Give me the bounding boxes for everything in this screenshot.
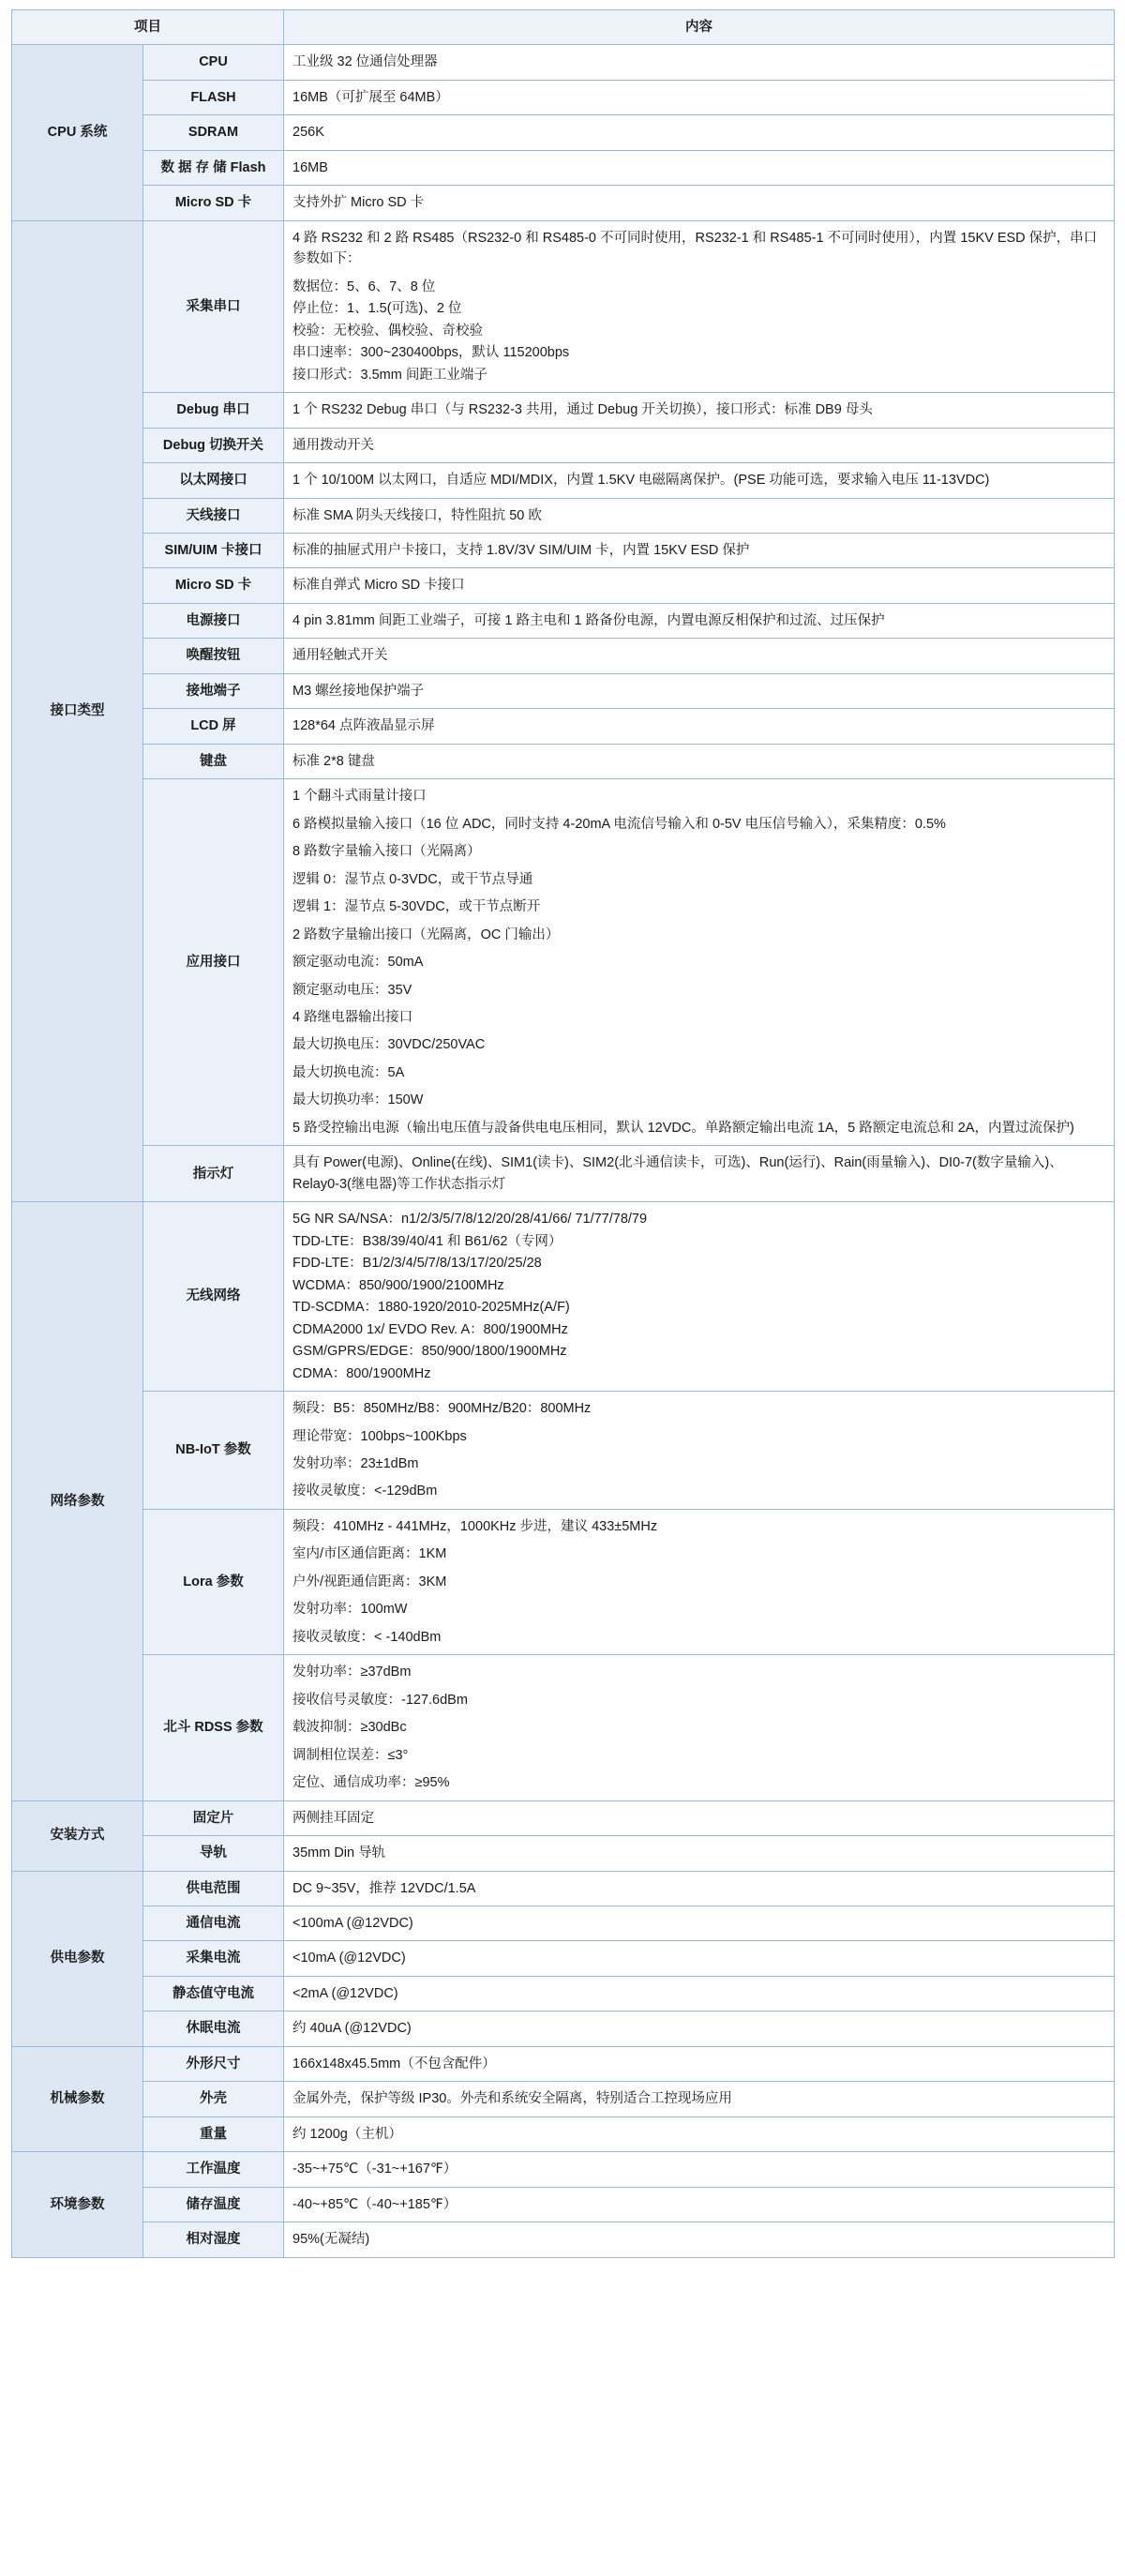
table-row [12, 533, 1115, 567]
table-row [12, 1392, 1115, 1510]
value-line: 发射功率：≥37dBm [292, 1665, 412, 1680]
table-row [12, 393, 1115, 428]
subitem-cell: 供电范围 [143, 1871, 284, 1906]
value-line: 128*64 点阵液晶显示屏 [292, 718, 435, 734]
value-line: GSM/GPRS/EDGE：850/900/1800/1900MHz [292, 1344, 567, 1360]
subitem-cell: 休眠电流 [143, 2011, 284, 2046]
value-line: TDD-LTE：B38/39/40/41 和 B61/62（专网） [292, 1233, 562, 1249]
value-cell [284, 1655, 1115, 1800]
value-cell [284, 45, 1115, 80]
subitem-cell: 采集电流 [143, 1941, 284, 1976]
value-line: 发射功率：100mW [292, 1602, 408, 1618]
subitem-cell: 接地端子 [143, 673, 284, 708]
table-row [12, 2222, 1115, 2257]
value-line: 串口速率：300~230400bps，默认 115200bps [292, 345, 570, 361]
value-line: 频段：B5：850MHz/B8：900MHz/B20：800MHz [292, 1401, 592, 1417]
table-row [12, 1836, 1115, 1871]
value-line: 校验：无校验、偶校验、奇校验 [292, 323, 483, 339]
subitem-cell: Micro SD 卡 [143, 568, 284, 603]
value-cell [284, 80, 1115, 114]
table-row [12, 639, 1115, 673]
table-row [12, 186, 1115, 220]
value-cell [284, 1202, 1115, 1392]
value-cell [284, 428, 1115, 462]
value-cell [284, 2117, 1115, 2151]
value-line: 35mm Din 导轨 [292, 1845, 386, 1861]
value-line: WCDMA：850/900/1900/2100MHz [292, 1277, 504, 1293]
subitem-cell: Debug 串口 [143, 393, 284, 428]
subitem-cell: Lora 参数 [143, 1509, 284, 1654]
subitem-cell: 天线接口 [143, 498, 284, 533]
value-line: <100mA (@12VDC) [292, 1916, 413, 1931]
table-row [12, 1976, 1115, 2011]
table-head [12, 10, 1115, 45]
value-cell [284, 2152, 1115, 2187]
value-line: 额定驱动电流：50mA [292, 955, 424, 971]
subitem-cell: 外形尺寸 [143, 2046, 284, 2081]
subitem-cell: Micro SD 卡 [143, 186, 284, 220]
value-line: 标准的抽屉式用户卡接口，支持 1.8V/3V SIM/UIM 卡，内置 15KV ESD 保护 [292, 542, 750, 558]
subitem-cell: 电源接口 [143, 603, 284, 638]
value-cell [284, 533, 1115, 567]
table-row [12, 463, 1115, 498]
subitem-cell: 外壳 [143, 2082, 284, 2117]
subitem-cell: 导轨 [143, 1836, 284, 1871]
value-cell [284, 220, 1115, 392]
value-line: FDD-LTE：B1/2/3/4/5/7/8/13/17/20/25/28 [292, 1256, 542, 1272]
table-header-row [12, 10, 1115, 45]
value-line: CDMA2000 1x/ EVDO Rev. A：800/1900MHz [292, 1321, 568, 1337]
category-cell: 供电参数 [12, 1871, 143, 2046]
value-cell [284, 186, 1115, 220]
value-line: 166x148x45.5mm（不包含配件） [292, 2056, 496, 2071]
table-row [12, 2011, 1115, 2046]
subitem-cell: 应用接口 [143, 779, 284, 1146]
value-cell [284, 709, 1115, 744]
value-cell [284, 1906, 1115, 1941]
table-row [12, 1941, 1115, 1976]
table-row [12, 1871, 1115, 1906]
subitem-cell: Debug 切换开关 [143, 428, 284, 462]
table-row [12, 2082, 1115, 2117]
value-line: 6 路模拟量输入接口（16 位 ADC，同时支持 4-20mA 电流信号输入和 0-5V 电压信号输入），采集精度：0.5% [292, 816, 946, 832]
value-line: 接收灵敏度：< -140dBm [292, 1629, 442, 1645]
value-cell [284, 1509, 1115, 1654]
value-cell [284, 779, 1115, 1146]
value-line: 标准自弹式 Micro SD 卡接口 [292, 578, 465, 594]
value-line: 逻辑 0：湿节点 0-3VDC，或干节点导通 [292, 871, 533, 887]
subitem-cell: SDRAM [143, 115, 284, 150]
value-line: -40~+85℃（-40~+185℉） [292, 2196, 458, 2212]
subitem-cell: 指示灯 [143, 1146, 284, 1202]
table-row [12, 779, 1115, 1146]
value-line: 定位、通信成功率：≥95% [292, 1775, 450, 1791]
value-line: 支持外扩 Micro SD 卡 [292, 195, 425, 211]
subitem-cell: 采集串口 [143, 220, 284, 392]
value-line: 8 路数字量输入接口（光隔离） [292, 844, 481, 860]
subitem-cell: 储存温度 [143, 2187, 284, 2222]
subitem-cell: 以太网接口 [143, 463, 284, 498]
table-row [12, 1906, 1115, 1941]
table-row [12, 498, 1115, 533]
table-row [12, 2187, 1115, 2222]
value-cell [284, 1871, 1115, 1906]
value-line: M3 螺丝接地保护端子 [292, 683, 425, 699]
subitem-cell: NB-IoT 参数 [143, 1392, 284, 1510]
value-line: 数据位：5、6、7、8 位 [292, 279, 436, 294]
value-line: 两侧挂耳固定 [292, 1810, 374, 1826]
subitem-cell: 无线网络 [143, 1202, 284, 1392]
subitem-cell: 唤醒按钮 [143, 639, 284, 673]
value-line: 最大切换电压：30VDC/250VAC [292, 1037, 486, 1053]
value-line: 95%(无凝结) [292, 2232, 370, 2248]
category-cell: 网络参数 [12, 1202, 143, 1800]
value-line: 4 pin 3.81mm 间距工业端子，可接 1 路主电和 1 路备份电源，内置电源反相保护和过流、过压保护 [292, 612, 885, 628]
value-line: 最大切换功率：150W [292, 1092, 424, 1108]
value-line: 最大切换电流：5A [292, 1064, 405, 1080]
value-cell [284, 150, 1115, 185]
subitem-cell: CPU [143, 45, 284, 80]
value-cell [284, 115, 1115, 150]
value-line: 通用轻触式开关 [292, 648, 388, 664]
value-line: 金属外壳，保护等级 IP30。外壳和系统安全隔离，特别适合工控现场应用 [292, 2091, 732, 2107]
subitem-cell: 工作温度 [143, 2152, 284, 2187]
value-line: 载波抑制：≥30dBc [292, 1720, 407, 1736]
subitem-cell: 固定片 [143, 1800, 284, 1835]
value-line: 具有 Power(电源)、Online(在线)、SIM1(读卡)、SIM2(北斗通信读卡，可选)、Run(运行)、Rain(雨量输入)、DI0-7(数字量输入)、Relay0-3(继电器)等工作状态指示灯 [292, 1155, 1063, 1192]
value-line: 工业级 32 位通信处理器 [292, 54, 438, 70]
value-line: 2 路数字量输出接口（光隔离，OC 门输出） [292, 926, 560, 942]
value-cell [284, 2082, 1115, 2117]
table-row [12, 220, 1115, 392]
subitem-cell: 相对湿度 [143, 2222, 284, 2257]
value-line: 16MB（可扩展至 64MB） [292, 89, 449, 105]
subitem-cell: 重量 [143, 2117, 284, 2151]
value-line: 通用拨动开关 [292, 437, 374, 453]
value-line: 1 个 RS232 Debug 串口（与 RS232-3 共用，通过 Debug 开关切换），接口形式：标准 DB9 母头 [292, 402, 873, 418]
value-cell [284, 744, 1115, 778]
value-line: 5G NR SA/NSA：n1/2/3/5/7/8/12/20/28/41/66/ 71/77/78/79 [292, 1212, 648, 1228]
subitem-cell: 通信电流 [143, 1906, 284, 1941]
value-cell [284, 1836, 1115, 1871]
value-cell [284, 568, 1115, 603]
category-cell: 接口类型 [12, 220, 143, 1201]
value-line: 1 个翻斗式雨量计接口 [292, 789, 427, 805]
value-line: 停止位：1、1.5(可选)、2 位 [292, 301, 462, 317]
category-cell: 机械参数 [12, 2046, 143, 2151]
value-line: 接收灵敏度：<-129dBm [292, 1484, 438, 1499]
subitem-cell: 静态值守电流 [143, 1976, 284, 2011]
table-row [12, 80, 1115, 114]
value-line: 室内/市区通信距离：1KM [292, 1546, 447, 1562]
value-line: 4 路继电器输出接口 [292, 1010, 413, 1025]
table-row [12, 1655, 1115, 1800]
value-line: CDMA：800/1900MHz [292, 1365, 431, 1381]
table-row [12, 603, 1115, 638]
value-line: DC 9~35V，推荐 12VDC/1.5A [292, 1880, 476, 1896]
value-cell [284, 1800, 1115, 1835]
value-line: <10mA (@12VDC) [292, 1951, 406, 1966]
table-row [12, 2117, 1115, 2151]
value-line: 16MB [292, 159, 328, 175]
table-row [12, 45, 1115, 80]
value-line: 理论带宽：100bps~100Kbps [292, 1428, 467, 1444]
table-row [12, 673, 1115, 708]
value-cell [284, 1146, 1115, 1202]
table-row [12, 2152, 1115, 2187]
value-cell [284, 463, 1115, 498]
table-row [12, 1800, 1115, 1835]
value-line: 4 路 RS232 和 2 路 RS485（RS232-0 和 RS485-0 不可同时使用，RS232-1 和 RS485-1 不可同时使用），内置 15KV ESD 保护，串口参数如下： [292, 230, 1098, 267]
column-header-content: 内容 [284, 10, 1115, 45]
table-row [12, 709, 1115, 744]
value-cell [284, 2011, 1115, 2046]
value-cell [284, 1976, 1115, 2011]
value-cell [284, 639, 1115, 673]
value-cell [284, 673, 1115, 708]
table-row [12, 1146, 1115, 1202]
value-line: 标准 SMA 阴头天线接口，特性阻抗 50 欧 [292, 507, 542, 523]
value-cell [284, 2222, 1115, 2257]
value-line: 接收信号灵敏度：-127.6dBm [292, 1692, 468, 1708]
subitem-cell: LCD 屏 [143, 709, 284, 744]
value-line: 标准 2*8 键盘 [292, 753, 375, 769]
value-cell [284, 1392, 1115, 1510]
category-cell: 安装方式 [12, 1800, 143, 1871]
value-cell [284, 393, 1115, 428]
table-row [12, 1509, 1115, 1654]
table-row [12, 1202, 1115, 1392]
subitem-cell: 数 据 存 储 Flash [143, 150, 284, 185]
table-row [12, 744, 1115, 778]
value-cell [284, 603, 1115, 638]
value-line: 频段：410MHz - 441MHz，1000KHz 步进，建议 433±5MHz [292, 1518, 658, 1534]
value-line: 1 个 10/100M 以太网口，自适应 MDI/MDIX，内置 1.5KV 电磁隔离保护。(PSE 功能可选，要求输入电压 11-13VDC) [292, 473, 990, 489]
table-row [12, 428, 1115, 462]
value-line: 约 1200g（主机） [292, 2126, 402, 2142]
value-line: 约 40uA (@12VDC) [292, 2021, 412, 2037]
value-cell [284, 2046, 1115, 2081]
value-line: 额定驱动电压：35V [292, 982, 412, 998]
specification-table [11, 9, 1115, 2258]
subitem-cell: FLASH [143, 80, 284, 114]
value-line: -35~+75℃（-31~+167℉） [292, 2162, 458, 2177]
table-row [12, 150, 1115, 185]
table-row [12, 568, 1115, 603]
value-line: TD-SCDMA：1880-1920/2010-2025MHz(A/F) [292, 1300, 570, 1316]
value-cell [284, 498, 1115, 533]
subitem-cell: 北斗 RDSS 参数 [143, 1655, 284, 1800]
value-line: 户外/视距通信距离：3KM [292, 1574, 447, 1589]
value-line: 调制相位误差：≤3° [292, 1747, 409, 1763]
value-cell [284, 1941, 1115, 1976]
subitem-cell: 键盘 [143, 744, 284, 778]
value-line: 接口形式：3.5mm 间距工业端子 [292, 367, 488, 383]
value-line: 发射功率：23±1dBm [292, 1455, 419, 1471]
value-line: <2mA (@12VDC) [292, 1985, 398, 2001]
column-header-item: 项目 [12, 10, 284, 45]
table-row [12, 2046, 1115, 2081]
value-line: 逻辑 1：湿节点 5-30VDC，或干节点断开 [292, 899, 541, 915]
value-line: 256K [292, 125, 324, 141]
value-cell [284, 2187, 1115, 2222]
category-cell: CPU 系统 [12, 45, 143, 220]
table-row [12, 115, 1115, 150]
table-body [12, 45, 1115, 2257]
category-cell: 环境参数 [12, 2152, 143, 2257]
subitem-cell: SIM/UIM 卡接口 [143, 533, 284, 567]
value-line: 5 路受控输出电源（输出电压值与設备供电电压相同，默认 12VDC。单路额定输出电流 1A，5 路额定电流总和 2A，内置过流保护) [292, 1120, 1074, 1136]
